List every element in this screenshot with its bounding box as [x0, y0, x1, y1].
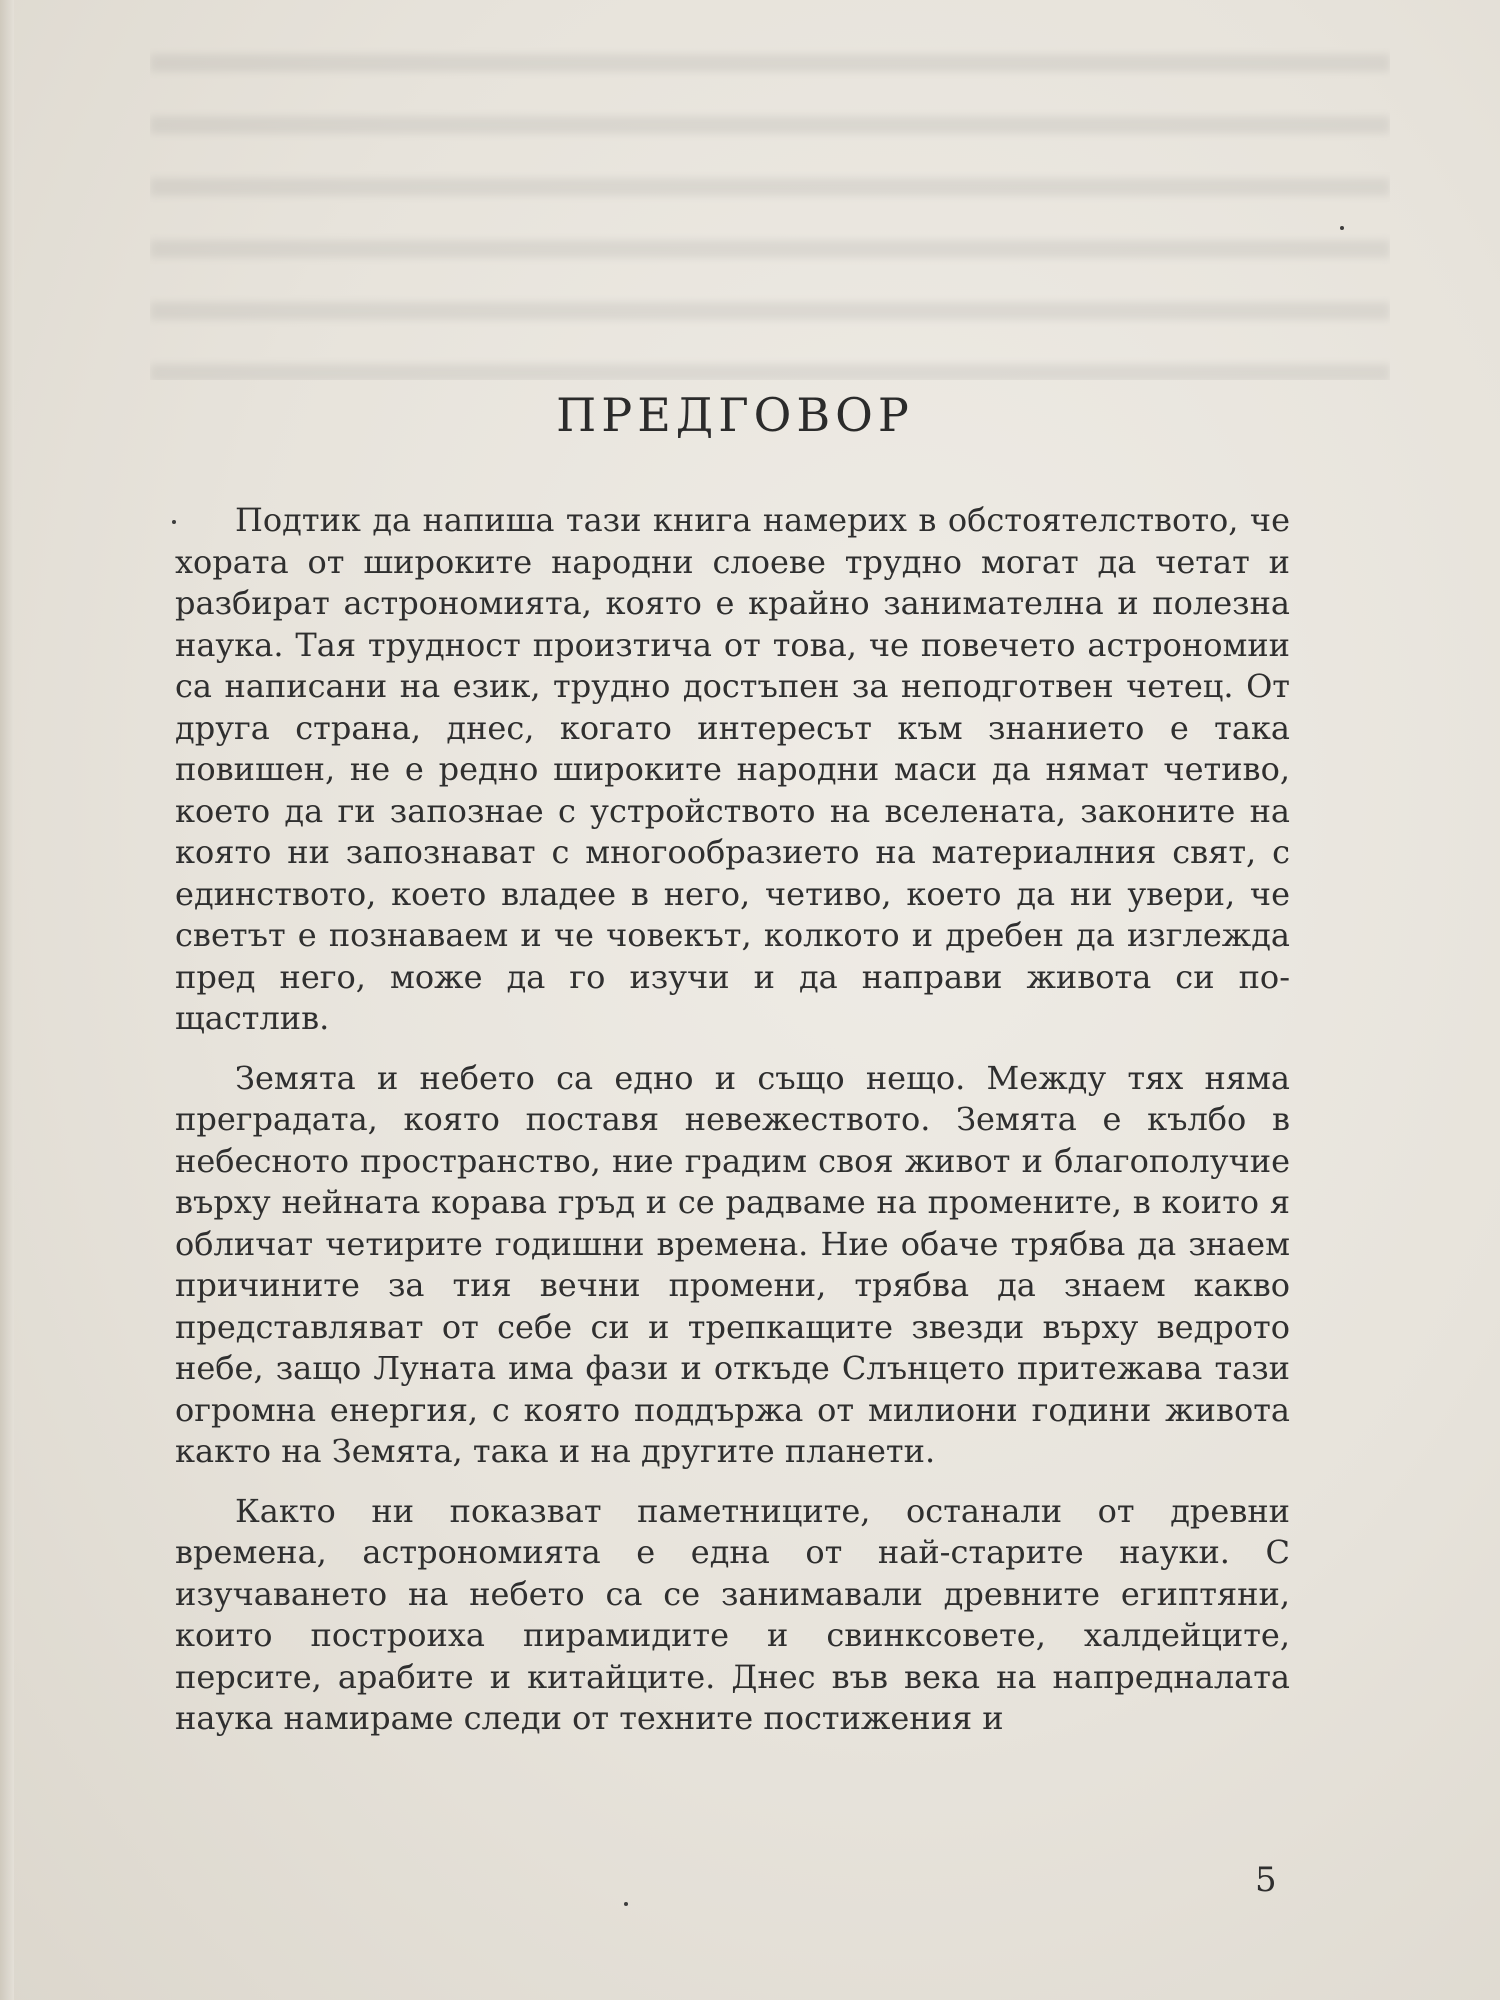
paragraph-1: Подтик да напиша тази книга намерих в обстоятелството, че хората от широките народни слоеве трудно могат да четат и разбират астрономията, която е крайно занимателна и полезна наука. Тая трудност произтича от това, че повечето астрономии са написани на език, трудно достъпен за неподготвен четец. От друга страна, днес, когато интересът към знанието е така повишен, не е редно широките народни маси да нямат четиво, което да ги запознае с устройството на вселената, законите на която ни запознават с многообразието на материалния свят, с единството, което владее в него, четиво, което да ни увери, че светът е познаваем и че човекът, колкото и дребен да изглежда пред него, може да го изучи и да направи живота си по-щастлив.: [175, 501, 1290, 1037]
paragraph-3: Както ни показват паметниците, останали от древни времена, астрономията е една от най-старите науки. С изучаването на небето са се занимавали древните египтяни, които построиха пирамидите и свинксовете, халдейците, персите, арабите и китайците. Днес във века на напредналата наука намираме следи от техните постижения и: [175, 1491, 1290, 1737]
print-speck: [172, 520, 176, 524]
print-speck: [1340, 226, 1344, 230]
body-text: [175, 500, 1290, 1758]
print-speck: [624, 1902, 628, 1906]
reverse-side-bleed-through: [150, 40, 1390, 380]
paragraph-2: Земята и небето са едно и също нещо. Между тях няма преградата, която поставя невежеството. Земята е кълбо в небесното пространство, ние градим своя живот и благополучие върху нейната корава гръд и се радваме на промените, в които я обличат четирите годишни времена. Ние обаче трябва да знаем причините за тия вечни промени, трябва да знаем какво представляват от себе си и трепкащите звезди върху ведрото небе, защо Луната има фази и откъде Слънцето притежава тази огромна енергия, с която поддържа от милиони години живота както на Земята, така и на другите планети.: [175, 1058, 1290, 1470]
page-binding-edge: [0, 0, 14, 2000]
page-number: 5: [1255, 1860, 1277, 1900]
page-title: ПРЕДГОВОР: [556, 388, 914, 442]
